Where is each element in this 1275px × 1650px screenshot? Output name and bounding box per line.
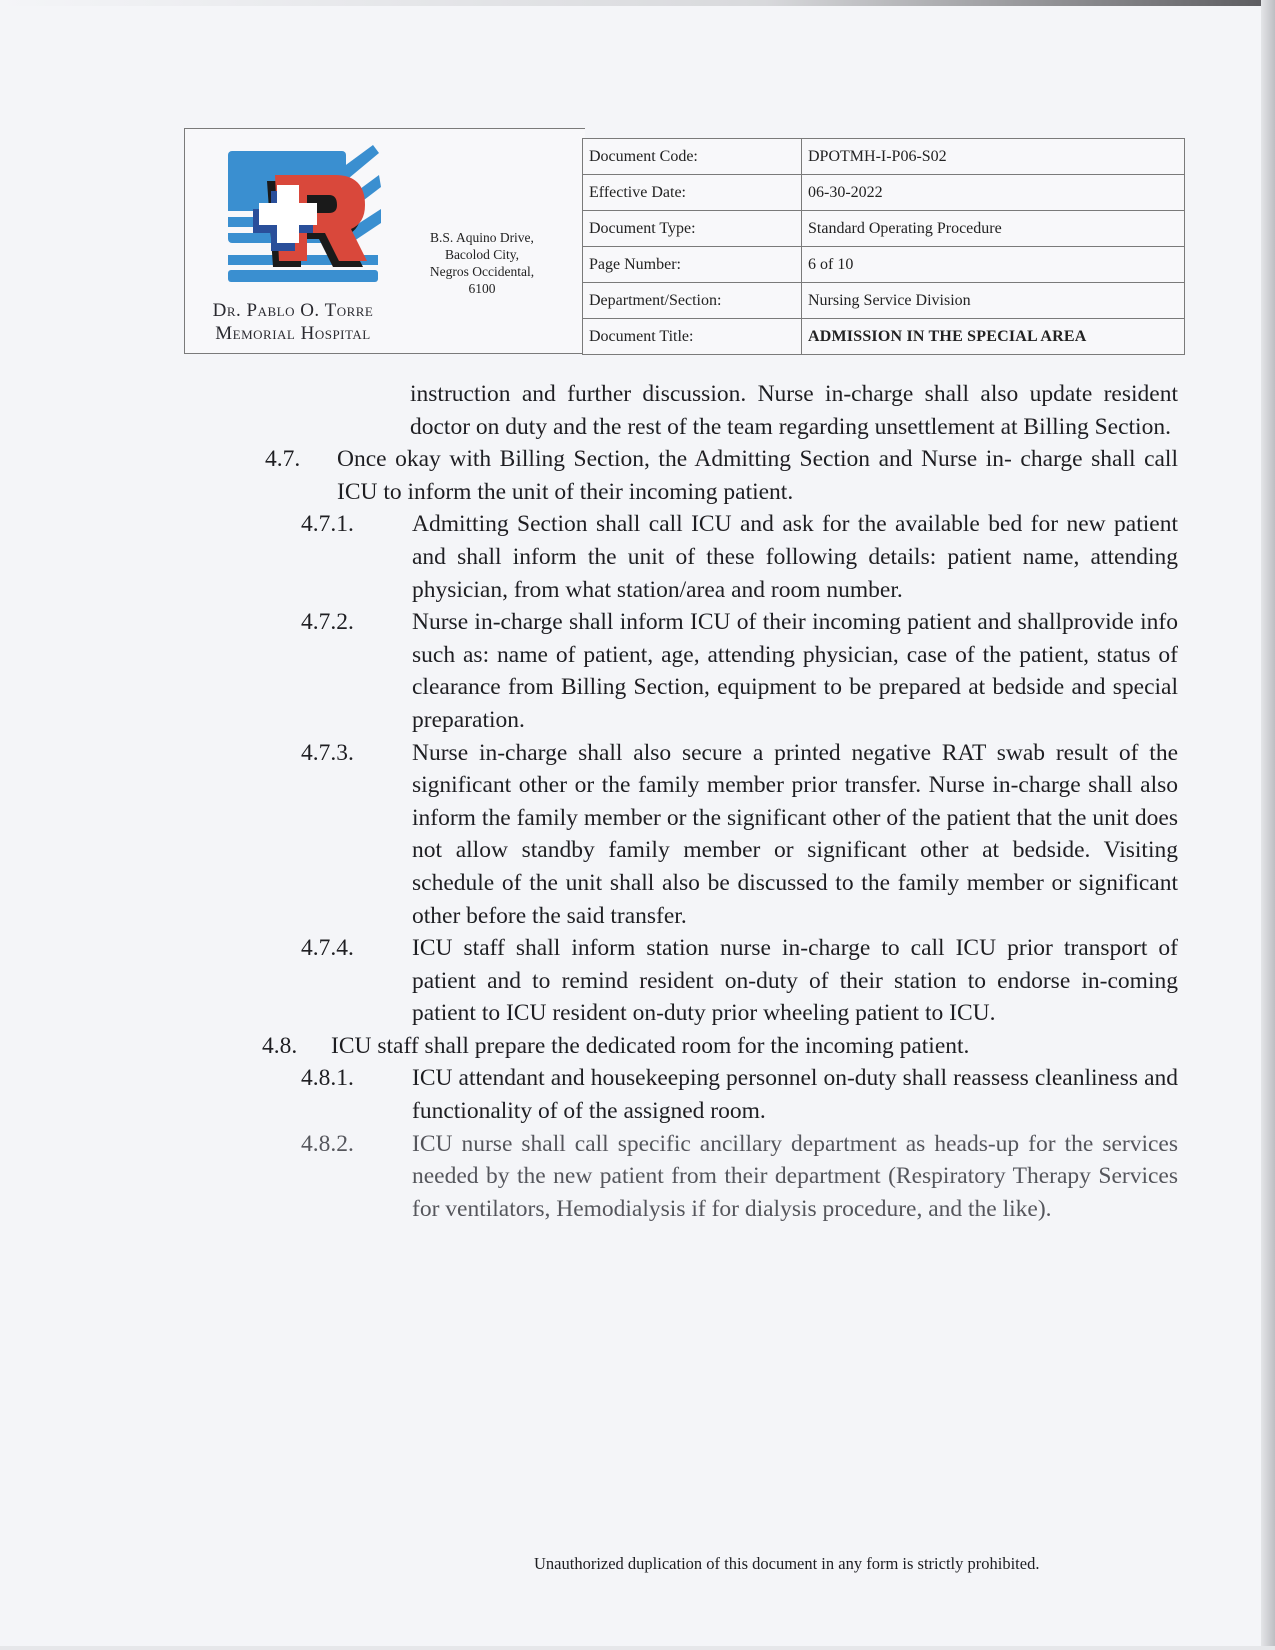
page-number-value: 6 of 10 [802,247,1185,283]
document-type-value: Standard Operating Procedure [802,211,1185,247]
section-text: Nurse in-charge shall inform ICU of their incoming patient and shallprovide info such as: name of patient, age, attending physician, case of the patient, status of clearance from Billing Section, equipment to be prepared at bedside and special preparation. [412,609,1178,733]
meta-label: Page Number: [583,247,802,283]
hospital-logo-cross-r-icon [223,143,383,293]
section-4-8 [0,1030,1275,1063]
section-number: 4.7.4. [301,935,354,962]
section-number: 4.7.2. [301,609,354,636]
meta-label: Department/Section: [583,283,802,319]
section-number: 4.8.2. [301,1130,354,1157]
section-text: Once okay with Billing Section, the Admitting Section and Nurse in- charge shall call ICU to inform the unit of their incoming patient. [337,446,1178,505]
meta-label: Document Title: [583,319,802,355]
continuation-paragraph [0,378,1275,443]
section-text: Admitting Section shall call ICU and ask for the available bed for new patient and shall inform the unit of these following details: patient name, attending physician, from what station/area and room number. [412,511,1178,603]
section-4-8-1 [0,1062,1275,1127]
document-body [0,378,1275,1225]
address-line: B.S. Aquino Drive, [430,230,534,245]
section-4-7 [0,443,1275,508]
section-number: 4.7.1. [301,511,354,538]
address-line: Bacolod City, [444,247,520,262]
section-4-7-3 [0,737,1275,933]
document-header [184,128,1184,360]
document-code-value: DPOTMH-I-P06-S02 [802,139,1185,175]
section-number: 4.7.3. [301,739,354,766]
address-line: 6100 [468,281,496,296]
meta-label: Document Type: [583,211,802,247]
section-number: 4.8. [262,1032,298,1059]
section-4-7-1 [0,508,1275,606]
section-text: Nurse in-charge shall also secure a printed negative RAT swab result of the significant other or the family member prior transfer. Nurse in-charge shall also inform the family member or the significant other of the patient that the unit does not allow standby family member or significant other at bedside. Visiting schedule of the unit shall also be discussed to the family member or significant other before the said transfer. [412,739,1178,929]
document-title-value: ADMISSION IN THE SPECIAL AREA [802,319,1185,355]
section-text: ICU nurse shall call specific ancillary department as heads-up for the services needed by the new patient from their department (Respiratory Therapy Services for ventilators, Hemodialysis if for dialysis procedure, and the like). [412,1130,1178,1222]
section-4-8-2 [0,1128,1275,1226]
footer-notice: Unauthorized duplication of this document in any form is strictly prohibited. [534,1554,1040,1573]
section-4-7-4 [0,932,1275,1030]
section-4-7-2 [0,606,1275,736]
meta-row-department [583,283,1185,319]
paragraph-text: instruction and further discussion. Nurse in-charge shall also update resident doctor on duty and the rest of the team regarding unsettlement at Billing Section. [410,381,1178,440]
section-number: 4.8.1. [301,1065,354,1092]
meta-label: Effective Date: [583,175,802,211]
section-text: ICU staff shall prepare the dedicated room for the incoming patient. [331,1032,970,1059]
section-number: 4.7. [265,446,301,473]
document-meta-table [582,138,1185,355]
meta-row-document-type [583,211,1185,247]
section-text: ICU staff shall inform station nurse in-charge to call ICU prior transport of patient and to remind resident on-duty of their station to endorse in-coming patient to ICU resident on-duty prior wheeling patient to ICU. [412,935,1178,1027]
meta-row-document-code [583,139,1185,175]
hospital-name [193,299,393,345]
meta-label: Document Code: [583,139,802,175]
department-value: Nursing Service Division [802,283,1185,319]
scan-top-edge [0,0,1275,6]
meta-row-page-number [583,247,1185,283]
hospital-address [407,229,557,297]
meta-row-document-title [583,319,1185,355]
logo-panel [184,128,585,354]
hospital-name-line2: Memorial Hospital [215,323,371,344]
effective-date-value: 06-30-2022 [802,175,1185,211]
scan-bottom-edge [0,1646,1275,1650]
address-line: Negros Occidental, [429,264,535,279]
meta-row-effective-date [583,175,1185,211]
hospital-name-line1: Dr. Pablo O. Torre [212,300,374,321]
section-text: ICU attendant and housekeeping personnel on-duty shall reassess cleanliness and functionality of of the assigned room. [412,1065,1178,1125]
